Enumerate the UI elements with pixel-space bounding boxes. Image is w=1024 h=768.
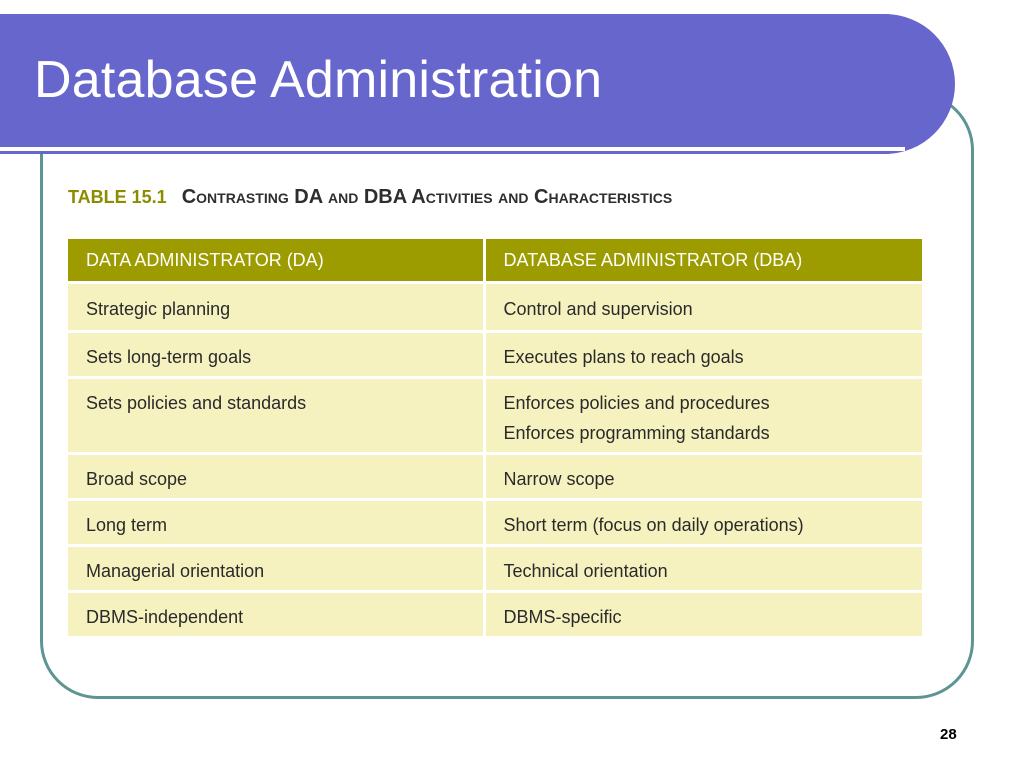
slide-title: Database Administration (34, 51, 603, 109)
comparison-table (68, 239, 922, 636)
da-cell: Managerial orientation (68, 546, 484, 592)
page-number: 28 (940, 726, 957, 743)
dba-cell-line: Short term (focus on daily operations) (503, 515, 804, 535)
da-cell: Sets policies and standards (68, 378, 484, 454)
dba-cell (484, 546, 922, 592)
table-row (68, 592, 922, 637)
dba-cell (484, 283, 922, 332)
table-header-row (68, 239, 922, 283)
dba-cell-line: Enforces policies and procedures (503, 393, 770, 413)
table-caption (68, 186, 672, 209)
header-dba: DATABASE ADMINISTRATOR (DBA) (484, 239, 922, 283)
table-row (68, 546, 922, 592)
dba-cell-line: Technical orientation (503, 561, 668, 581)
da-cell: Broad scope (68, 454, 484, 500)
dba-cell-line: Control and supervision (503, 299, 693, 319)
table-caption-text: Contrasting DA and DBA Activities and Characteristics (181, 186, 673, 208)
table-caption-number: TABLE 15.1 (68, 187, 167, 207)
dba-cell (484, 454, 922, 500)
dba-cell (484, 332, 922, 378)
dba-cell (484, 592, 922, 637)
table-row (68, 378, 922, 454)
dba-cell (484, 500, 922, 546)
table-row (68, 283, 922, 332)
da-cell: Strategic planning (68, 283, 484, 332)
dba-cell-line: DBMS-specific (503, 607, 622, 627)
table-row (68, 500, 922, 546)
header-da: DATA ADMINISTRATOR (DA) (68, 239, 484, 283)
dba-cell-line: Narrow scope (503, 469, 615, 489)
da-cell: Sets long-term goals (68, 332, 484, 378)
da-cell: Long term (68, 500, 484, 546)
dba-cell (484, 378, 922, 454)
title-underline (0, 147, 905, 151)
dba-cell-line: Enforces programming standards (503, 423, 770, 443)
da-cell: DBMS-independent (68, 592, 484, 637)
dba-cell-line: Executes plans to reach goals (503, 347, 744, 367)
table-row (68, 332, 922, 378)
table-row (68, 454, 922, 500)
title-bar (0, 14, 955, 154)
